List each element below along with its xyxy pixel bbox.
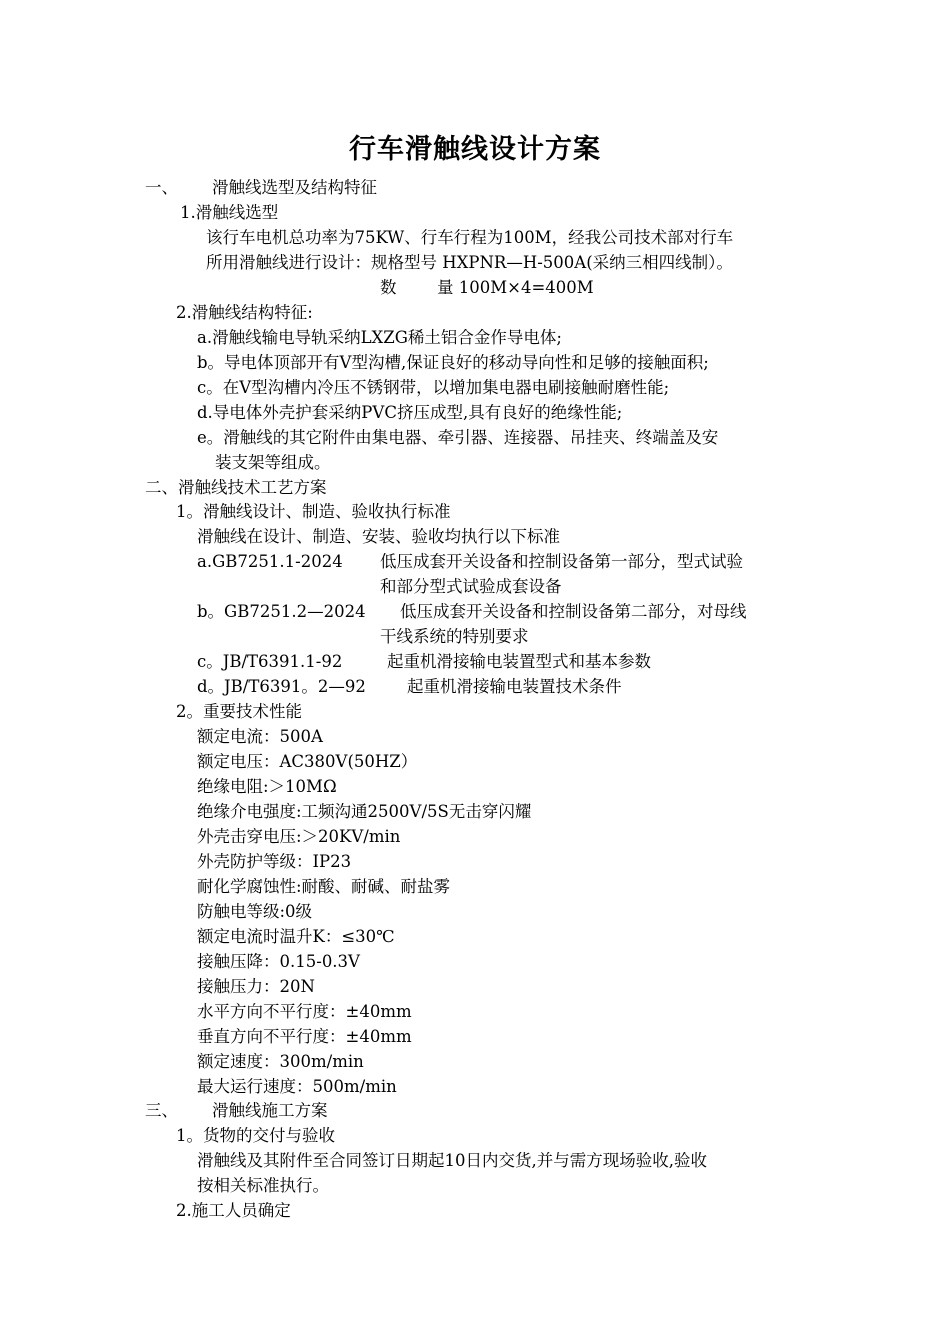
spec-item: 绝缘介电强度:工频沟通2500V/5S无击穿闪耀: [197, 802, 532, 821]
feature-d: d.导电体外壳护套采纳PVC挤压成型,具有良好的绝缘性能;: [197, 403, 623, 422]
spec-item: 耐化学腐蚀性:耐酸、耐碱、耐盐雾: [197, 877, 451, 896]
feature-e-line1: e。滑触线的其它附件由集电器、牵引器、连接器、吊挂夹、终端盖及安: [197, 428, 719, 447]
section-3-heading: 滑触线施工方案: [212, 1101, 328, 1120]
section-3-para1-line1: 滑触线及其附件至合同签订日期起10日内交货,并与需方现场验收,验收: [197, 1151, 707, 1170]
standard-a-line2: 和部分型式试验成套设备: [380, 577, 562, 596]
spec-item: 外壳防护等级：IP23: [197, 852, 352, 871]
section-3-sub2: 2.施工人员确定: [176, 1201, 291, 1220]
spec-item: 额定电流时温升K：≤30℃: [197, 927, 395, 946]
spec-item: 垂直方向不平行度：±40mm: [197, 1027, 412, 1046]
feature-a: a.滑触线输电导轨采纳LXZG稀土铝合金作导电体;: [197, 328, 562, 347]
section-1-number: 一、: [145, 178, 178, 197]
standard-b-code: b。GB7251.2—2024: [197, 602, 366, 621]
standard-c-code: c。JB/T6391.1-92: [197, 652, 343, 671]
spec-item: 防触电等级:0级: [197, 902, 313, 921]
feature-c: c。在V型沟槽内冷压不锈钢带，以增加集电器电刷接触耐磨性能;: [197, 378, 670, 397]
spec-item: 最大运行速度：500m/min: [197, 1077, 397, 1096]
spec-item: 额定电流：500A: [197, 727, 323, 746]
document-title: 行车滑触线设计方案: [349, 134, 601, 165]
section-2-sub1: 1。滑触线设计、制造、验收执行标准: [176, 502, 451, 521]
standard-d-code: d。JB/T6391。2—92: [197, 677, 366, 696]
standard-c-text: 起重机滑接输电装置型式和基本参数: [387, 652, 651, 671]
feature-e-line2: 装支架等组成。: [215, 453, 331, 472]
spec-item: 接触压降：0.15-0.3V: [197, 952, 360, 971]
spec-item: 额定电压：AC380V(50HZ）: [197, 752, 418, 771]
section-3-para1-line2: 按相关标准执行。: [197, 1176, 329, 1195]
section-1-sub2: 2.滑触线结构特征:: [176, 303, 313, 322]
section-2-sub2: 2。重要技术性能: [176, 702, 302, 721]
section-1-para1-line2: 所用滑触线进行设计：规格型号 HXPNR—H-500A(采纳三相四线制）。: [206, 253, 733, 272]
section-3-number: 三、: [145, 1101, 178, 1120]
standard-b-line2: 干线系统的特别要求: [380, 627, 529, 646]
standard-a-line1: 低压成套开关设备和控制设备第一部分，型式试验: [380, 552, 743, 571]
spec-item: 接触压力：20N: [197, 977, 315, 996]
section-2-heading: 二、滑触线技术工艺方案: [145, 478, 327, 497]
standard-a-code: a.GB7251.1-2024: [197, 552, 343, 571]
feature-b: b。导电体顶部开有V型沟槽,保证良好的移动导向性和足够的接触面积;: [197, 353, 709, 372]
spec-item: 额定速度：300m/min: [197, 1052, 364, 1071]
section-3-sub1: 1。货物的交付与验收: [176, 1126, 335, 1145]
quantity-value: 量 100M×4=400M: [437, 278, 594, 297]
section-1-heading: 滑触线选型及结构特征: [212, 178, 377, 197]
section-1-para1-line1: 该行车电机总功率为75KW、行车行程为100M，经我公司技术部对行车: [206, 228, 734, 247]
quantity-label: 数: [380, 278, 397, 297]
spec-item: 绝缘电阻:＞10MΩ: [197, 777, 337, 796]
standard-b-line1: 低压成套开关设备和控制设备第二部分，对母线: [400, 602, 747, 621]
section-1-sub1: 1.滑触线选型: [180, 203, 279, 222]
spec-item: 水平方向不平行度：±40mm: [197, 1002, 412, 1021]
spec-item: 外壳击穿电压:＞20KV/min: [197, 827, 401, 846]
standard-d-text: 起重机滑接输电装置技术条件: [407, 677, 622, 696]
standards-intro: 滑触线在设计、制造、安装、验收均执行以下标准: [197, 527, 560, 546]
